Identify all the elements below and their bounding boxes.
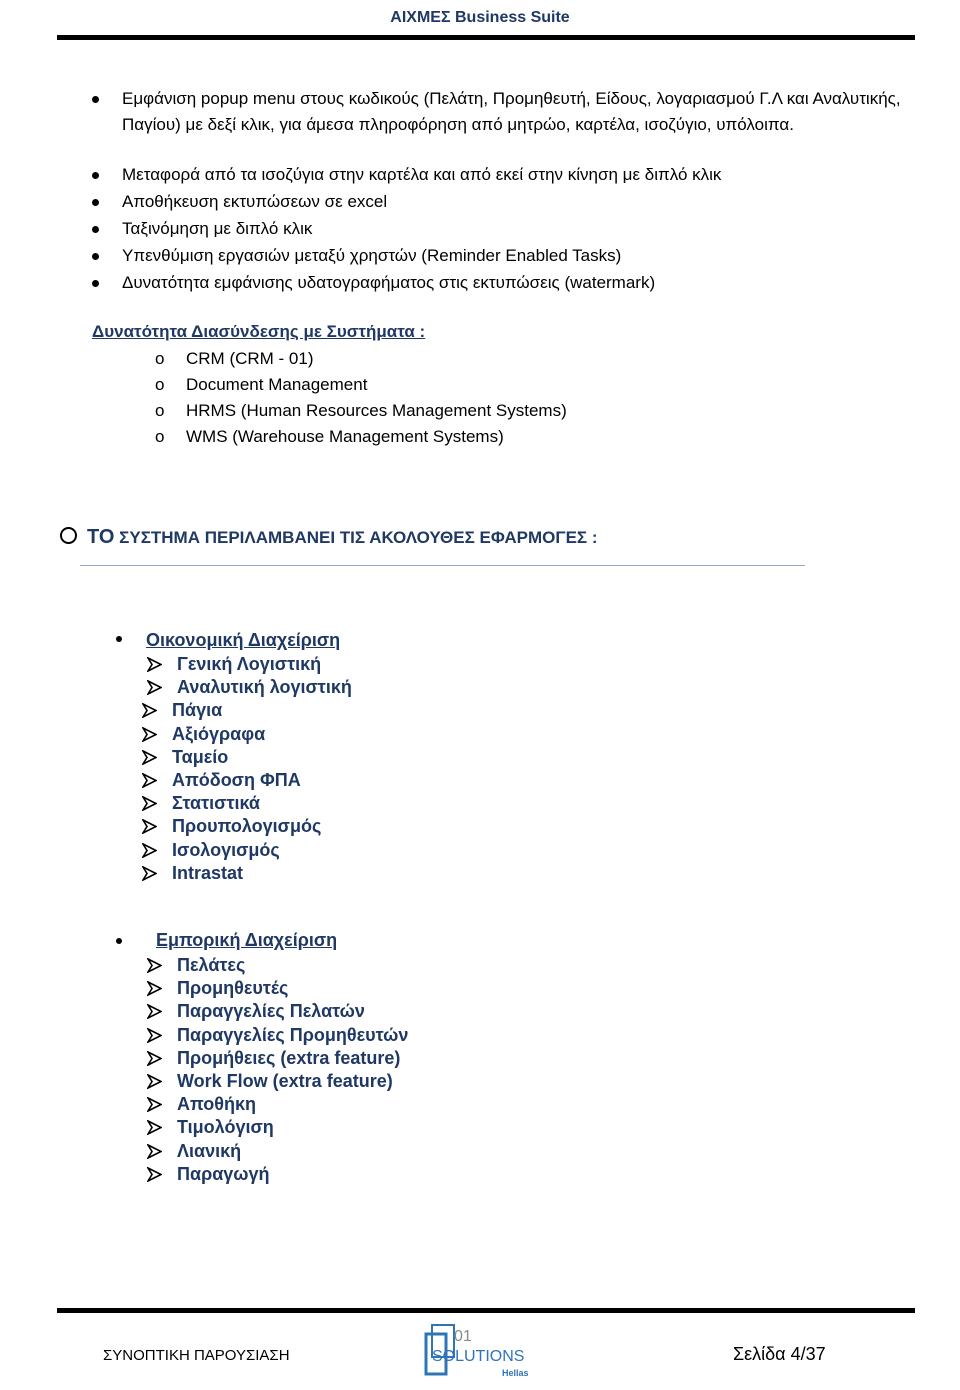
integration-title: Δυνατότητα Διασύνδεσης με Συστήματα : (92, 322, 426, 341)
list-item-text: Intrastat (172, 862, 244, 883)
arrowhead-bullet-icon (142, 866, 157, 881)
heading-rest: ΣΥΣΤΗΜΑ ΠΕΡΙΛΑΜΒΑΝΕΙ ΤΙΣ ΑΚΟΛΟΥΘΕΣ ΕΦΑΡΜΟΓΕΣ : (119, 528, 598, 547)
company-logo (420, 1322, 540, 1384)
list-item-text: Παραγγελίες Πελατών (177, 1001, 365, 1022)
bullet-dot-icon (92, 172, 99, 179)
financial-group-title: Οικονομική Διαχείριση (146, 630, 341, 650)
logo-sub: Hellas (502, 1368, 529, 1378)
arrowhead-bullet-icon (142, 773, 157, 788)
circle-bullet-icon (60, 527, 77, 544)
arrowhead-bullet-icon (147, 1167, 162, 1182)
arrowhead-bullet-icon (147, 657, 162, 672)
list-item-text: Ταμείο (172, 746, 229, 767)
arrowhead-bullet-icon (147, 1097, 162, 1112)
feature-text: Δυνατότητα εμφάνισης υδατογραφήματος στις εκτυπώσεις (watermark) (122, 273, 656, 292)
page-number: Σελίδα 4/37 (733, 1344, 826, 1364)
list-item-text: Προμήθειες (extra feature) (177, 1047, 401, 1068)
feature-popup-text: Εμφάνιση popup menu στους κωδικούς (Πελάτη, Προμηθευτή, Είδους, λογαριασμού Γ.Λ και Αναλυτικής, Παγίου) με δεξί κλικ, για άμεσα πληροφόρηση από μητρώο, καρτέλα, ισοζύγιο, υπόλοιπα. (122, 89, 901, 134)
arrowhead-bullet-icon (147, 1051, 162, 1066)
footer-document-title: ΣΥΝΟΠΤΙΚΗ ΠΑΡΟΥΣΙΑΣΗ (103, 1347, 290, 1364)
list-item-text: Προμηθευτές (177, 978, 289, 999)
feature-text: Υπενθύμιση εργασιών μεταξύ χρηστών (Reminder Enabled Tasks) (122, 246, 622, 265)
list-item-text: Προυπολογισμός (172, 816, 322, 837)
list-item-text: Παραγγελίες Προμηθευτών (177, 1024, 409, 1045)
arrowhead-bullet-icon (142, 703, 157, 718)
list-item-text: Παραγωγή (177, 1163, 270, 1184)
page-header-title: ΑΙΧΜΕΣ Business Suite (390, 9, 570, 26)
header-rule (57, 35, 915, 40)
circle-marker: o (155, 427, 165, 446)
arrowhead-bullet-icon (142, 819, 157, 834)
arrowhead-bullet-icon (142, 796, 157, 811)
list-item-text: Αναλυτική λογιστική (177, 677, 352, 698)
integration-item-text: HRMS (Human Resources Management Systems) (186, 401, 567, 420)
circle-marker: o (155, 401, 165, 420)
bullet-dot-icon (92, 253, 99, 260)
integration-item-text: Document Management (186, 375, 368, 394)
list-item-text: Αποθήκη (177, 1094, 257, 1115)
group-bullet-icon (116, 938, 122, 944)
arrowhead-bullet-icon (142, 727, 157, 742)
list-item-text: Τιμολόγιση (177, 1117, 274, 1138)
system-applications-heading (60, 526, 598, 549)
arrowhead-bullet-icon (147, 981, 162, 996)
commercial-group-title: Εμπορική Διαχείριση (156, 930, 338, 950)
bullet-dot-icon (92, 280, 99, 287)
list-item-text: Λιανική (177, 1140, 242, 1161)
bullet-dot-icon (92, 96, 99, 103)
arrowhead-bullet-icon (147, 1074, 162, 1089)
section-divider (80, 565, 805, 566)
circle-marker: o (155, 375, 165, 394)
arrowhead-bullet-icon (147, 1120, 162, 1135)
list-item-text: Απόδοση ΦΠΑ (172, 770, 301, 790)
feature-text: Αποθήκευση εκτυπώσεων σε excel (122, 192, 388, 211)
01-solutions-logo-icon (420, 1322, 540, 1384)
group-bullet-icon (116, 636, 122, 642)
arrowhead-bullet-icon (147, 680, 162, 695)
logo-number: 01 (454, 1328, 472, 1345)
list-item-text: Γενική Λογιστική (177, 654, 322, 674)
feature-text: Μεταφορά από τα ισοζύγια στην καρτέλα και από εκεί στην κίνηση με διπλό κλικ (122, 165, 722, 184)
logo-word: SOLUTIONS (432, 1348, 525, 1365)
integration-item-text: WMS (Warehouse Management Systems) (186, 427, 504, 446)
list-item-text: Πελάτες (177, 955, 246, 975)
circle-marker: o (155, 349, 165, 368)
feature-text: Ταξινόμηση με διπλό κλικ (122, 219, 313, 238)
arrowhead-bullet-icon (147, 1028, 162, 1043)
bullet-dot-icon (92, 199, 99, 206)
list-item-text: Πάγια (172, 700, 223, 721)
list-item-text: Αξιόγραφα (172, 723, 266, 744)
arrowhead-bullet-icon (142, 843, 157, 858)
list-item-text: Work Flow (extra feature) (177, 1071, 393, 1091)
arrowhead-bullet-icon (147, 1004, 162, 1019)
list-item-text: Στατιστικά (172, 793, 260, 814)
heading-first-word: ΤΟ (87, 526, 115, 548)
arrowhead-bullet-icon (147, 1144, 162, 1159)
list-item-text: Ισολογισμός (172, 839, 280, 860)
arrowhead-bullet-icon (142, 750, 157, 765)
arrowhead-bullet-icon (147, 958, 162, 973)
integration-item-text: CRM (CRM - 01) (186, 349, 314, 368)
footer-rule (57, 1308, 915, 1313)
bullet-dot-icon (92, 226, 99, 233)
